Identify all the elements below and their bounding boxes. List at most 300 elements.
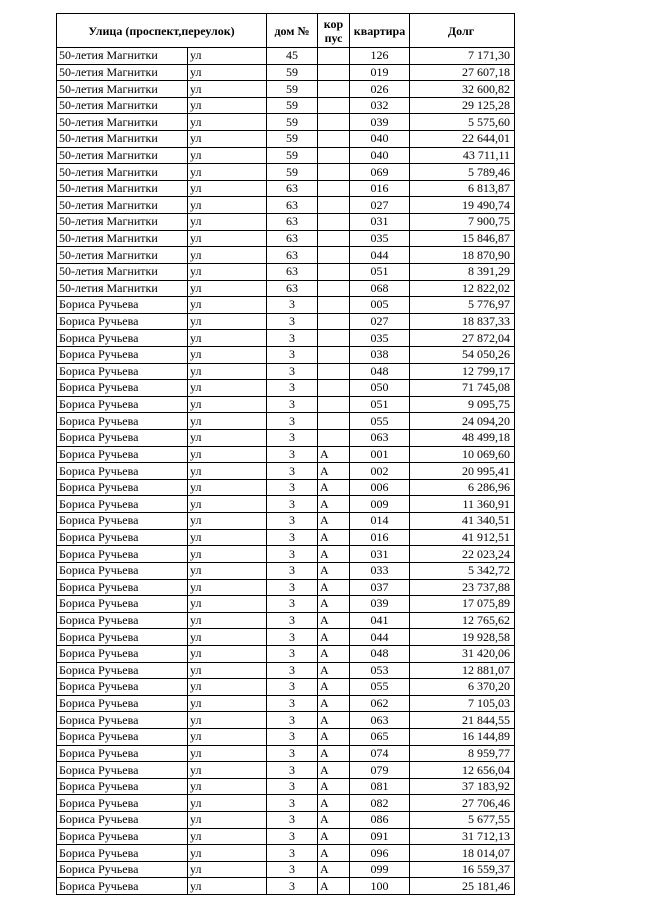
building-cell: А (318, 712, 350, 729)
apartment-cell: 031 (350, 214, 410, 231)
building-cell: А (318, 479, 350, 496)
debt-cell: 11 360,91 (410, 496, 515, 513)
type-cell: ул (188, 396, 267, 413)
type-cell: ул (188, 878, 267, 895)
building-cell: А (318, 662, 350, 679)
building-cell (318, 396, 350, 413)
street-cell: Бориса Ручьева (57, 878, 188, 895)
apartment-cell: 035 (350, 330, 410, 347)
street-cell: Бориса Ручьева (57, 380, 188, 397)
debt-cell: 18 014,07 (410, 845, 515, 862)
street-cell: Бориса Ручьева (57, 812, 188, 829)
type-cell: ул (188, 762, 267, 779)
apartment-cell: 068 (350, 280, 410, 297)
building-cell: А (318, 645, 350, 662)
house-cell: 3 (267, 679, 318, 696)
type-cell: ул (188, 695, 267, 712)
house-cell: 3 (267, 629, 318, 646)
header-apartment: квартира (350, 14, 410, 48)
apartment-cell: 091 (350, 828, 410, 845)
street-cell: 50-летия Магнитки (57, 247, 188, 264)
type-cell: ул (188, 596, 267, 613)
building-cell (318, 413, 350, 430)
debt-cell: 71 745,08 (410, 380, 515, 397)
house-cell: 63 (267, 180, 318, 197)
table-row (57, 396, 515, 413)
building-cell (318, 280, 350, 297)
table-row (57, 795, 515, 812)
house-cell: 3 (267, 413, 318, 430)
street-cell: Бориса Ручьева (57, 861, 188, 878)
house-cell: 45 (267, 48, 318, 65)
debt-cell: 8 959,77 (410, 745, 515, 762)
street-cell: Бориса Ручьева (57, 695, 188, 712)
building-cell: А (318, 878, 350, 895)
table-row (57, 297, 515, 314)
apartment-cell: 037 (350, 579, 410, 596)
building-cell: А (318, 812, 350, 829)
type-cell: ул (188, 131, 267, 148)
house-cell: 3 (267, 845, 318, 862)
house-cell: 3 (267, 795, 318, 812)
street-cell: 50-летия Магнитки (57, 48, 188, 65)
building-cell: А (318, 778, 350, 795)
street-cell: 50-летия Магнитки (57, 164, 188, 181)
header-building: кор пус (318, 14, 350, 48)
house-cell: 3 (267, 662, 318, 679)
building-cell: А (318, 762, 350, 779)
house-cell: 3 (267, 645, 318, 662)
house-cell: 3 (267, 695, 318, 712)
debt-cell: 31 420,06 (410, 645, 515, 662)
building-cell: А (318, 728, 350, 745)
type-cell: ул (188, 745, 267, 762)
building-cell (318, 346, 350, 363)
building-cell (318, 247, 350, 264)
table-row (57, 313, 515, 330)
building-cell (318, 197, 350, 214)
street-cell: 50-летия Магнитки (57, 97, 188, 114)
house-cell: 3 (267, 728, 318, 745)
building-cell (318, 297, 350, 314)
street-cell: 50-летия Магнитки (57, 180, 188, 197)
apartment-cell: 050 (350, 380, 410, 397)
street-cell: Бориса Ручьева (57, 513, 188, 530)
building-cell (318, 313, 350, 330)
type-cell: ул (188, 712, 267, 729)
debt-cell: 5 575,60 (410, 114, 515, 131)
debt-cell: 9 095,75 (410, 396, 515, 413)
table-row (57, 579, 515, 596)
apartment-cell: 096 (350, 845, 410, 862)
building-cell: А (318, 679, 350, 696)
house-cell: 3 (267, 778, 318, 795)
apartment-cell: 100 (350, 878, 410, 895)
debt-cell: 7 105,03 (410, 695, 515, 712)
apartment-cell: 062 (350, 695, 410, 712)
table-row (57, 180, 515, 197)
apartment-cell: 009 (350, 496, 410, 513)
table-row (57, 197, 515, 214)
building-cell (318, 430, 350, 447)
house-cell: 59 (267, 131, 318, 148)
debt-cell: 27 607,18 (410, 64, 515, 81)
building-cell: А (318, 513, 350, 530)
house-cell: 3 (267, 878, 318, 895)
house-cell: 59 (267, 147, 318, 164)
street-cell: Бориса Ручьева (57, 330, 188, 347)
debt-cell: 23 737,88 (410, 579, 515, 596)
building-cell: А (318, 546, 350, 563)
debt-cell: 6 370,20 (410, 679, 515, 696)
type-cell: ул (188, 513, 267, 530)
building-cell (318, 214, 350, 231)
apartment-cell: 051 (350, 263, 410, 280)
table-row (57, 479, 515, 496)
debt-cell: 8 391,29 (410, 263, 515, 280)
house-cell: 59 (267, 64, 318, 81)
apartment-cell: 040 (350, 131, 410, 148)
apartment-cell: 081 (350, 778, 410, 795)
building-cell (318, 147, 350, 164)
building-cell (318, 230, 350, 247)
apartment-cell: 019 (350, 64, 410, 81)
house-cell: 59 (267, 164, 318, 181)
street-cell: Бориса Ручьева (57, 662, 188, 679)
street-cell: Бориса Ручьева (57, 828, 188, 845)
street-cell: 50-летия Магнитки (57, 147, 188, 164)
debt-cell: 19 928,58 (410, 629, 515, 646)
building-cell: А (318, 446, 350, 463)
street-cell: Бориса Ручьева (57, 413, 188, 430)
house-cell: 3 (267, 446, 318, 463)
apartment-cell: 032 (350, 97, 410, 114)
building-cell (318, 114, 350, 131)
building-cell: А (318, 463, 350, 480)
type-cell: ул (188, 263, 267, 280)
street-cell: Бориса Ручьева (57, 596, 188, 613)
debt-cell: 27 706,46 (410, 795, 515, 812)
type-cell: ул (188, 114, 267, 131)
apartment-cell: 031 (350, 546, 410, 563)
debt-cell: 22 023,24 (410, 546, 515, 563)
apartment-cell: 039 (350, 596, 410, 613)
table-row (57, 812, 515, 829)
house-cell: 63 (267, 214, 318, 231)
apartment-cell: 044 (350, 247, 410, 264)
apartment-cell: 053 (350, 662, 410, 679)
street-cell: 50-летия Магнитки (57, 81, 188, 98)
type-cell: ул (188, 64, 267, 81)
street-cell: Бориса Ручьева (57, 745, 188, 762)
street-cell: Бориса Ручьева (57, 297, 188, 314)
apartment-cell: 074 (350, 745, 410, 762)
debt-cell: 17 075,89 (410, 596, 515, 613)
apartment-cell: 044 (350, 629, 410, 646)
house-cell: 3 (267, 346, 318, 363)
debt-cell: 12 765,62 (410, 612, 515, 629)
building-cell: А (318, 496, 350, 513)
table-row (57, 679, 515, 696)
table-row (57, 114, 515, 131)
street-cell: Бориса Ручьева (57, 430, 188, 447)
apartment-cell: 069 (350, 164, 410, 181)
house-cell: 3 (267, 712, 318, 729)
house-cell: 3 (267, 861, 318, 878)
street-cell: Бориса Ручьева (57, 712, 188, 729)
apartment-cell: 033 (350, 562, 410, 579)
house-cell: 3 (267, 562, 318, 579)
table-row (57, 346, 515, 363)
house-cell: 3 (267, 513, 318, 530)
debt-cell: 7 900,75 (410, 214, 515, 231)
house-cell: 3 (267, 612, 318, 629)
apartment-cell: 126 (350, 48, 410, 65)
street-cell: Бориса Ручьева (57, 446, 188, 463)
building-cell: А (318, 828, 350, 845)
apartment-cell: 079 (350, 762, 410, 779)
debt-cell: 5 776,97 (410, 297, 515, 314)
table-row (57, 728, 515, 745)
house-cell: 3 (267, 546, 318, 563)
apartment-cell: 063 (350, 712, 410, 729)
building-cell (318, 64, 350, 81)
street-cell: Бориса Ручьева (57, 728, 188, 745)
building-cell: А (318, 629, 350, 646)
table-row (57, 164, 515, 181)
table-row (57, 430, 515, 447)
house-cell: 3 (267, 762, 318, 779)
building-cell (318, 380, 350, 397)
type-cell: ул (188, 147, 267, 164)
building-cell (318, 164, 350, 181)
street-cell: 50-летия Магнитки (57, 230, 188, 247)
header-debt: Долг (410, 14, 515, 48)
building-cell: А (318, 845, 350, 862)
header-street: Улица (проспект,переулок) (57, 14, 267, 48)
debt-cell: 16 559,37 (410, 861, 515, 878)
type-cell: ул (188, 479, 267, 496)
type-cell: ул (188, 546, 267, 563)
type-cell: ул (188, 496, 267, 513)
building-cell (318, 81, 350, 98)
type-cell: ул (188, 97, 267, 114)
debt-cell: 31 712,13 (410, 828, 515, 845)
type-cell: ул (188, 48, 267, 65)
type-cell: ул (188, 280, 267, 297)
debt-cell: 22 644,01 (410, 131, 515, 148)
street-cell: 50-летия Магнитки (57, 280, 188, 297)
debt-cell: 12 881,07 (410, 662, 515, 679)
table-row (57, 496, 515, 513)
apartment-cell: 055 (350, 413, 410, 430)
apartment-cell: 039 (350, 114, 410, 131)
table-row (57, 413, 515, 430)
table-row (57, 64, 515, 81)
apartment-cell: 035 (350, 230, 410, 247)
debt-cell: 5 789,46 (410, 164, 515, 181)
building-cell (318, 131, 350, 148)
debt-cell: 18 870,90 (410, 247, 515, 264)
house-cell: 3 (267, 579, 318, 596)
building-cell: А (318, 579, 350, 596)
debt-cell: 20 995,41 (410, 463, 515, 480)
debt-cell: 6 813,87 (410, 180, 515, 197)
building-cell (318, 180, 350, 197)
type-cell: ул (188, 180, 267, 197)
type-cell: ул (188, 197, 267, 214)
debt-cell: 12 799,17 (410, 363, 515, 380)
building-cell: А (318, 695, 350, 712)
type-cell: ул (188, 230, 267, 247)
house-cell: 59 (267, 114, 318, 131)
table-row (57, 612, 515, 629)
table-row (57, 778, 515, 795)
street-cell: 50-летия Магнитки (57, 263, 188, 280)
type-cell: ул (188, 380, 267, 397)
street-cell: Бориса Ручьева (57, 313, 188, 330)
street-cell: 50-летия Магнитки (57, 131, 188, 148)
table-row (57, 280, 515, 297)
table-row (57, 546, 515, 563)
type-cell: ул (188, 413, 267, 430)
table-row (57, 513, 515, 530)
table-row (57, 878, 515, 895)
type-cell: ул (188, 778, 267, 795)
table-row (57, 712, 515, 729)
apartment-cell: 006 (350, 479, 410, 496)
house-cell: 3 (267, 297, 318, 314)
type-cell: ул (188, 313, 267, 330)
apartment-cell: 027 (350, 313, 410, 330)
building-cell: А (318, 529, 350, 546)
house-cell: 3 (267, 396, 318, 413)
street-cell: Бориса Ручьева (57, 629, 188, 646)
street-cell: Бориса Ручьева (57, 762, 188, 779)
house-cell: 3 (267, 330, 318, 347)
type-cell: ул (188, 330, 267, 347)
street-cell: Бориса Ручьева (57, 463, 188, 480)
type-cell: ул (188, 795, 267, 812)
type-cell: ул (188, 612, 267, 629)
apartment-cell: 016 (350, 529, 410, 546)
apartment-cell: 048 (350, 363, 410, 380)
type-cell: ул (188, 297, 267, 314)
type-cell: ул (188, 363, 267, 380)
building-cell (318, 97, 350, 114)
type-cell: ул (188, 214, 267, 231)
apartment-cell: 014 (350, 513, 410, 530)
table-row (57, 363, 515, 380)
table-row (57, 645, 515, 662)
table-row (57, 131, 515, 148)
street-cell: 50-летия Магнитки (57, 64, 188, 81)
building-cell: А (318, 795, 350, 812)
table-row (57, 446, 515, 463)
street-cell: Бориса Ручьева (57, 845, 188, 862)
type-cell: ул (188, 629, 267, 646)
apartment-cell: 005 (350, 297, 410, 314)
apartment-cell: 041 (350, 612, 410, 629)
table-row (57, 596, 515, 613)
house-cell: 3 (267, 380, 318, 397)
table-row (57, 247, 515, 264)
debt-cell: 41 912,51 (410, 529, 515, 546)
apartment-cell: 026 (350, 81, 410, 98)
type-cell: ул (188, 861, 267, 878)
debt-cell: 5 677,55 (410, 812, 515, 829)
table-row (57, 330, 515, 347)
apartment-cell: 038 (350, 346, 410, 363)
street-cell: Бориса Ручьева (57, 363, 188, 380)
house-cell: 3 (267, 496, 318, 513)
type-cell: ул (188, 529, 267, 546)
table-row (57, 263, 515, 280)
type-cell: ул (188, 579, 267, 596)
debt-cell: 12 656,04 (410, 762, 515, 779)
type-cell: ул (188, 346, 267, 363)
type-cell: ул (188, 247, 267, 264)
apartment-cell: 065 (350, 728, 410, 745)
table-row (57, 529, 515, 546)
table-row (57, 97, 515, 114)
street-cell: Бориса Ручьева (57, 612, 188, 629)
street-cell: Бориса Ручьева (57, 496, 188, 513)
building-cell (318, 48, 350, 65)
apartment-cell: 048 (350, 645, 410, 662)
building-cell: А (318, 745, 350, 762)
table-row (57, 230, 515, 247)
street-cell: Бориса Ручьева (57, 479, 188, 496)
table-row (57, 214, 515, 231)
house-cell: 63 (267, 280, 318, 297)
street-cell: 50-летия Магнитки (57, 214, 188, 231)
table-row (57, 380, 515, 397)
building-cell: А (318, 861, 350, 878)
debt-cell: 16 144,89 (410, 728, 515, 745)
apartment-cell: 027 (350, 197, 410, 214)
street-cell: Бориса Ручьева (57, 396, 188, 413)
table-row (57, 845, 515, 862)
street-cell: 50-летия Магнитки (57, 114, 188, 131)
table-row (57, 762, 515, 779)
table-row (57, 81, 515, 98)
house-cell: 3 (267, 430, 318, 447)
house-cell: 63 (267, 197, 318, 214)
house-cell: 3 (267, 828, 318, 845)
type-cell: ул (188, 645, 267, 662)
house-cell: 59 (267, 97, 318, 114)
type-cell: ул (188, 430, 267, 447)
street-cell: Бориса Ручьева (57, 529, 188, 546)
street-cell: Бориса Ручьева (57, 579, 188, 596)
type-cell: ул (188, 679, 267, 696)
street-cell: Бориса Ручьева (57, 778, 188, 795)
house-cell: 3 (267, 596, 318, 613)
building-cell (318, 363, 350, 380)
apartment-cell: 099 (350, 861, 410, 878)
table-row (57, 745, 515, 762)
building-cell: А (318, 612, 350, 629)
type-cell: ул (188, 446, 267, 463)
debt-cell: 6 286,96 (410, 479, 515, 496)
apartment-cell: 055 (350, 679, 410, 696)
table-row (57, 861, 515, 878)
table-row (57, 463, 515, 480)
type-cell: ул (188, 728, 267, 745)
house-cell: 3 (267, 479, 318, 496)
table-row (57, 828, 515, 845)
